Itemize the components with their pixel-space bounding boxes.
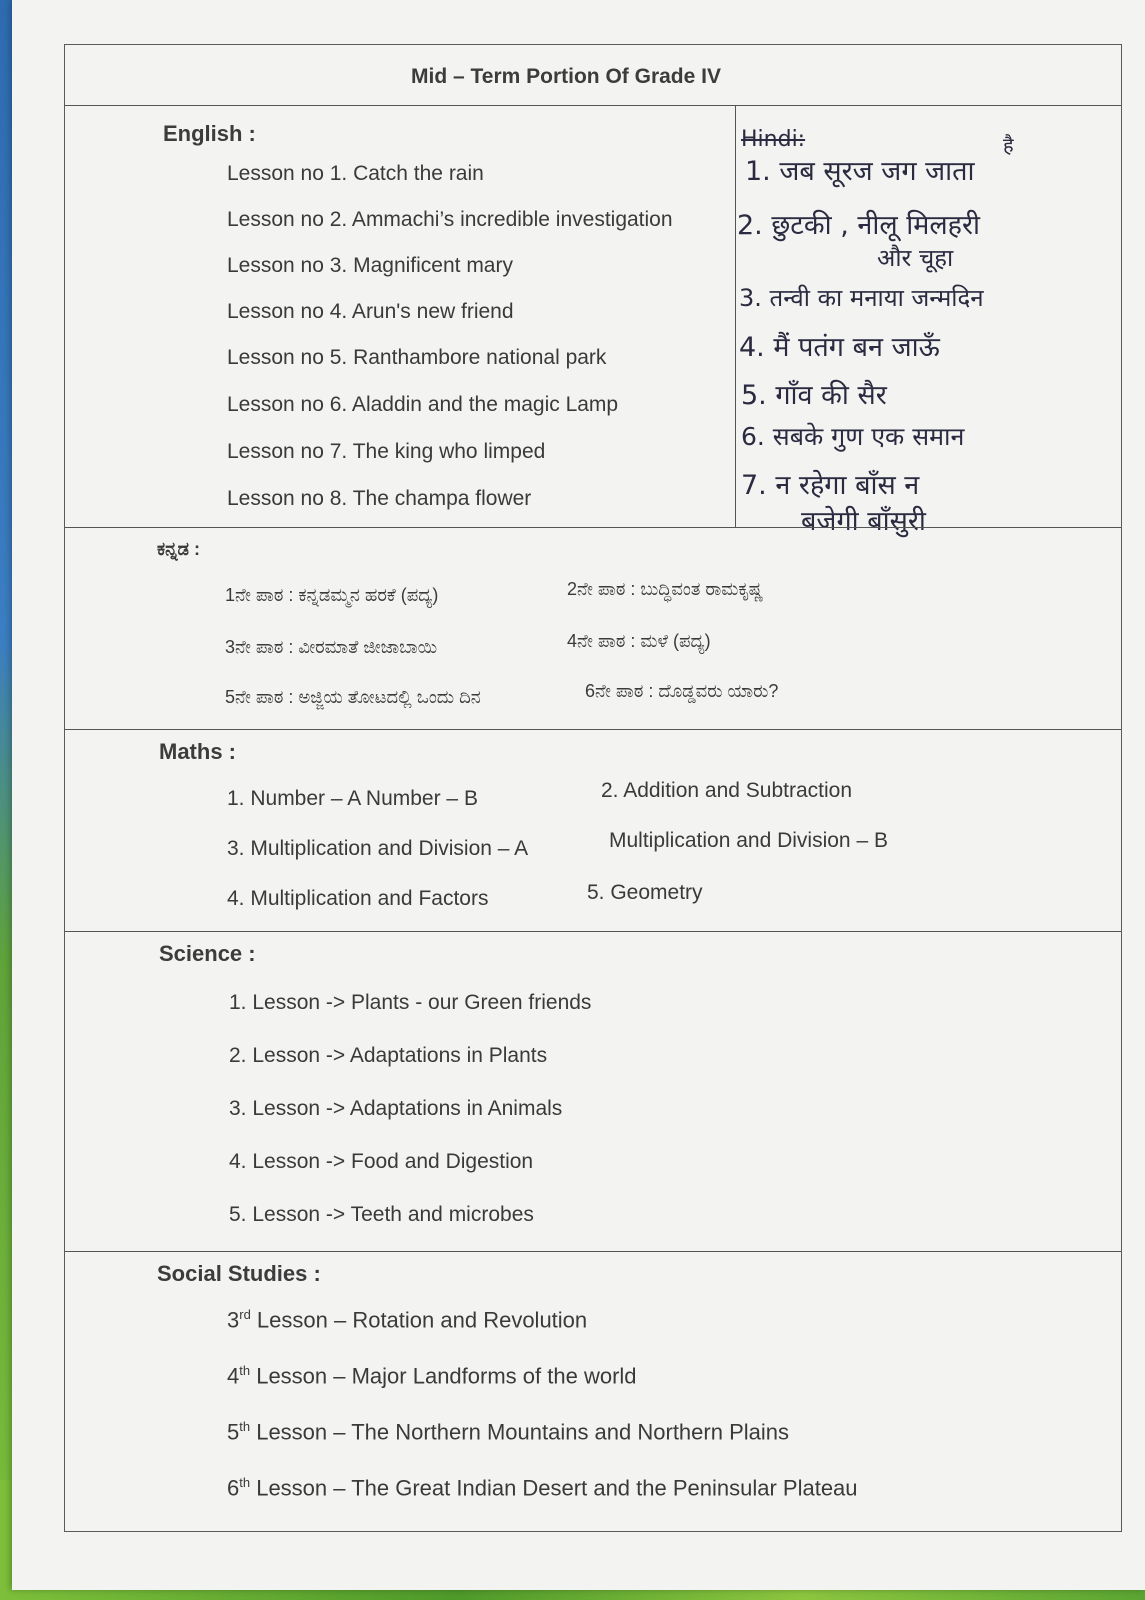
maths-topic: 2. Addition and Subtraction (601, 779, 853, 802)
maths-topic: Multiplication and Division – B (609, 829, 888, 852)
science-lesson: 1. Lesson -> Plants - our Green friends (229, 991, 592, 1014)
lesson-number: 6 (227, 1475, 240, 1501)
english-lesson: Lesson no 6. Aladdin and the magic Lamp (227, 393, 619, 416)
lesson-number: 5 (227, 1419, 240, 1445)
divider (65, 527, 1121, 528)
maths-heading: Maths : (159, 739, 236, 764)
maths-topic: 4. Multiplication and Factors (227, 887, 489, 910)
hindi-line: 5. गाँव की सैर (741, 380, 887, 411)
hindi-heading: Hindi: (741, 127, 806, 152)
english-lesson: Lesson no 5. Ranthambore national park (227, 346, 607, 369)
portion-table (64, 44, 1122, 1532)
english-lesson: Lesson no 7. The king who limped (227, 440, 546, 463)
lesson-title: Lesson – The Great Indian Desert and the Peninsular Plateau (250, 1475, 858, 1501)
social-lesson (227, 1475, 858, 1501)
hindi-line: बजेगी बाँसुरी (801, 506, 926, 537)
english-lesson: Lesson no 2. Ammachi’s incredible investigation (227, 208, 673, 231)
english-lesson: Lesson no 4. Arun's new friend (227, 300, 514, 323)
kannada-lesson: 3ನೇ ಪಾಠ : ವೀರಮಾತೆ ಜೀಜಾಬಾಯಿ (225, 637, 438, 657)
lesson-title: Lesson – The Northern Mountains and Northern Plains (250, 1419, 789, 1445)
english-lesson: Lesson no 3. Magnificent mary (227, 254, 513, 277)
divider (65, 729, 1121, 730)
lesson-ordinal: th (239, 1475, 251, 1490)
hindi-line: 7. न रहेगा बाँस न (741, 470, 920, 501)
science-lesson: 2. Lesson -> Adaptations in Plants (229, 1044, 548, 1067)
lesson-ordinal: rd (239, 1307, 251, 1322)
social-lesson (227, 1363, 637, 1389)
hindi-line: 3. तन्वी का मनाया जन्मदिन (739, 284, 984, 312)
hindi-line: 1. जब सूरज जग जाता (745, 156, 975, 187)
social-heading: Social Studies : (157, 1261, 321, 1286)
hindi-line: 6. सबके गुण एक समान (741, 422, 965, 451)
maths-topic: 5. Geometry (587, 881, 703, 904)
lesson-title: Lesson – Rotation and Revolution (250, 1307, 588, 1333)
page-title: Mid – Term Portion Of Grade IV (411, 65, 721, 88)
maths-topic: 1. Number – A Number – B (227, 787, 478, 810)
english-lesson: Lesson no 8. The champa flower (227, 487, 532, 510)
maths-topic: 3. Multiplication and Division – A (227, 837, 529, 860)
hindi-line: 2. छुटकी , नीलू मिलहरी (737, 210, 981, 241)
science-lesson: 5. Lesson -> Teeth and microbes (229, 1203, 534, 1226)
social-lesson (227, 1419, 789, 1445)
kannada-heading: ಕನ್ನಡ : (157, 539, 200, 559)
science-lesson: 4. Lesson -> Food and Digestion (229, 1150, 534, 1173)
lesson-number: 4 (227, 1363, 240, 1389)
divider (65, 931, 1121, 932)
english-heading: English : (163, 121, 256, 146)
column-divider (735, 105, 736, 527)
kannada-lesson: 1ನೇ ಪಾಠ : ಕನ್ನಡಮ್ಮನ ಹರಕೆ (ಪದ್ಯ) (225, 585, 439, 605)
lesson-title: Lesson – Major Landforms of the world (250, 1363, 637, 1389)
lesson-number: 3 (227, 1307, 240, 1333)
paper-sheet (12, 0, 1145, 1590)
science-lesson: 3. Lesson -> Adaptations in Animals (229, 1097, 563, 1120)
hindi-line: है (1003, 133, 1014, 157)
english-lesson: Lesson no 1. Catch the rain (227, 162, 484, 185)
science-heading: Science : (159, 941, 256, 966)
divider (65, 1251, 1121, 1252)
kannada-lesson: 5ನೇ ಪಾಠ : ಅಜ್ಜಿಯ ತೋಟದಲ್ಲಿ ಒಂದು ದಿನ (225, 687, 481, 707)
social-lesson (227, 1307, 587, 1333)
lesson-ordinal: th (239, 1419, 251, 1434)
kannada-lesson: 4ನೇ ಪಾಠ : ಮಳೆ (ಪದ್ಯ) (567, 631, 711, 651)
lesson-ordinal: th (239, 1363, 251, 1378)
divider (65, 105, 1121, 106)
kannada-lesson: 2ನೇ ಪಾಠ : ಬುದ್ಧಿವಂತ ರಾಮಕೃಷ್ಣ (567, 579, 764, 599)
hindi-line: 4. मैं पतंग बन जाऊँ (739, 332, 940, 363)
hindi-line: और चूहा (877, 244, 954, 272)
kannada-lesson: 6ನೇ ಪಾಠ : ದೊಡ್ಡವರು ಯಾರು? (585, 681, 779, 701)
